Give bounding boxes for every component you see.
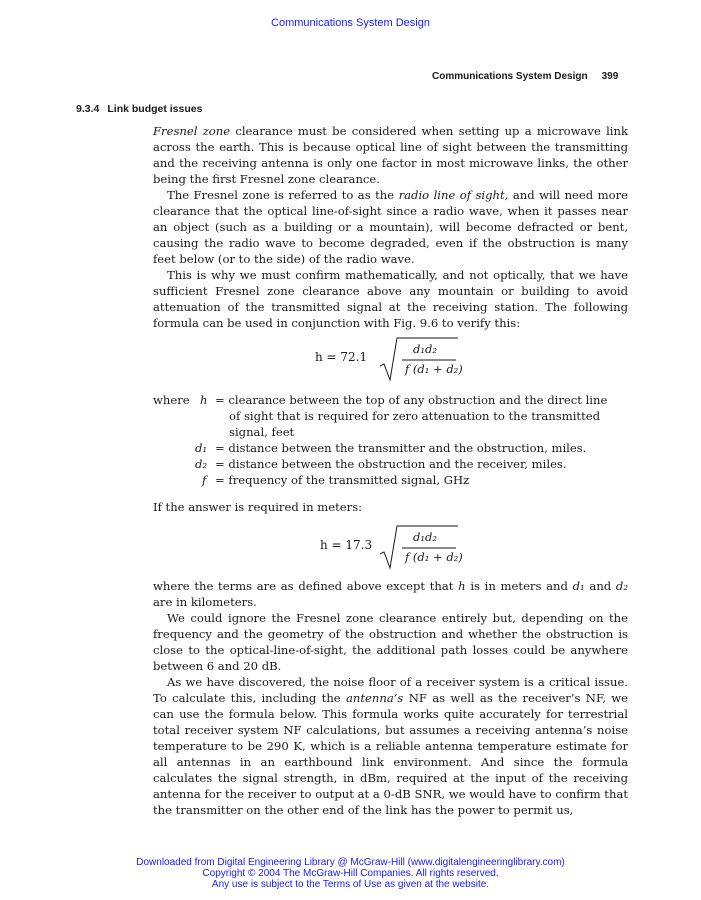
paragraph-3: This is why we must confirm mathematically, and not optically, that we have sufficient Fresnel zone clearance above any mountain or building to avoid attenuation of the transmitted signal at the receiving station. The following formula can be used in conjunction with Fig. 9.6 to verify this: <box>153 268 628 330</box>
where-f-def: = frequency of the transmitted signal, GHz <box>215 473 470 487</box>
formula-2-lhs: h = 17.3 <box>320 538 373 552</box>
paragraph-6 <box>153 674 628 818</box>
footer-copyright: Copyright © 2004 The McGraw-Hill Companies. All rights reserved. <box>202 868 499 879</box>
where-h-def-3: signal, feet <box>229 425 295 439</box>
paragraph-6-b: NF as well as the receiver’s NF, we can use the formula below. This formula works quite accurately for terrestrial total receiver system NF calculations, but assumes a receiving antenna’s noise temperature to be 290 K, which is a reliable antenna temperature estimate for all antennas in an earthbound link environment. And since the formula calculates the signal strength, in dBm, required at the input of the receiving antenna for the receiver to output at a 0-dB SNR, we would have to confirm that the transmitter on the other end of the link has the power to permit us, <box>153 691 628 817</box>
paragraph-2 <box>153 187 628 267</box>
section-heading <box>76 103 202 115</box>
formula-2-numerator: d₁d₂ <box>413 530 437 544</box>
where-d2-symbol: d₂ <box>195 457 208 471</box>
paragraph-4-d1: d₁ <box>572 579 585 593</box>
paragraph-4-d2: d₂ <box>615 579 628 593</box>
formula-2 <box>320 524 480 574</box>
where-h-def-1: = clearance between the top of any obstruction and the direct line <box>215 393 608 407</box>
paragraph-4 <box>153 578 628 610</box>
where-f-symbol: f <box>202 473 207 487</box>
where-label: where <box>153 393 190 407</box>
meters-intro: If the answer is required in meters: <box>153 500 363 514</box>
running-head <box>432 71 618 82</box>
top-banner[interactable]: Communications System Design <box>271 17 430 29</box>
paragraph-1 <box>153 123 628 187</box>
paragraph-6-italic: antenna’s <box>345 691 404 705</box>
footer-download-link[interactable]: Downloaded from Digital Engineering Library @ McGraw-Hill (www.digitalengineeringlibrary.com) <box>136 857 565 868</box>
paragraph-6-a: As we have discovered, the noise floor of a receiver system is a critical issue. To calculate this, including the <box>153 675 628 705</box>
paragraph-4-h: h <box>458 579 466 593</box>
footer-terms-link[interactable]: Any use is subject to the Terms of Use as given at the website. <box>211 879 490 890</box>
paragraph-4-c: and <box>584 579 616 593</box>
paragraph-5: We could ignore the Fresnel zone clearance entirely but, depending on the frequency and the geometry of the obstruction and whether the obstruction is close to the optical-line-of-sight, the additional path losses could be anywhere between 6 and 20 dB. <box>153 611 628 673</box>
where-d1-symbol: d₁ <box>195 441 208 455</box>
formula-1 <box>315 336 475 386</box>
where-d2-def: = distance between the obstruction and the receiver, miles. <box>215 457 567 471</box>
paragraph-2-italic: radio line of sight, <box>398 188 509 202</box>
paragraph-2-text-a: The Fresnel zone is referred to as the <box>167 188 399 202</box>
paragraph-1-italic: Fresnel zone <box>153 124 231 138</box>
where-d1-def: = distance between the transmitter and the obstruction, miles. <box>215 441 587 455</box>
section-number: 9.3.4 <box>76 103 100 115</box>
body-block-2 <box>153 578 628 818</box>
formula-1-lhs: h = 72.1 <box>315 350 368 364</box>
paragraph-4-a: where the terms are as defined above except that <box>153 579 459 593</box>
formula-1-denominator: f (d₁ + d₂) <box>405 362 463 376</box>
formula-1-numerator: d₁d₂ <box>413 342 437 356</box>
where-h-def-2: of sight that is required for zero attenuation to the transmitted <box>229 409 601 423</box>
where-block <box>153 392 628 492</box>
paragraph-1-text: clearance must be considered when setting up a microwave link across the earth. This is because optical line of sight between the transmitting and the receiving antenna is only one factor in most microwave links, the other being the first Fresnel zone clearance. <box>153 124 628 186</box>
paragraph-4-b: is in meters and <box>465 579 573 593</box>
where-h-symbol: h <box>200 393 208 407</box>
paragraph-2-text-b: and will need more clearance that the optical line-of-sight since a radio wave, when it passes near an object (such as a building or a mountain), will become defracted or bent, causing the radio wave to become degraded, even if the obstruction is many feet below (or to the side) of the radio wave. <box>153 188 628 266</box>
body-block-1 <box>153 123 628 331</box>
formula-2-denominator: f (d₁ + d₂) <box>405 550 463 564</box>
running-head-title: Communications System Design <box>432 71 588 82</box>
section-title: Link budget issues <box>107 103 203 115</box>
page-number: 399 <box>601 71 619 82</box>
footer <box>0 857 701 890</box>
paragraph-4-d: are in kilometers. <box>153 595 257 609</box>
